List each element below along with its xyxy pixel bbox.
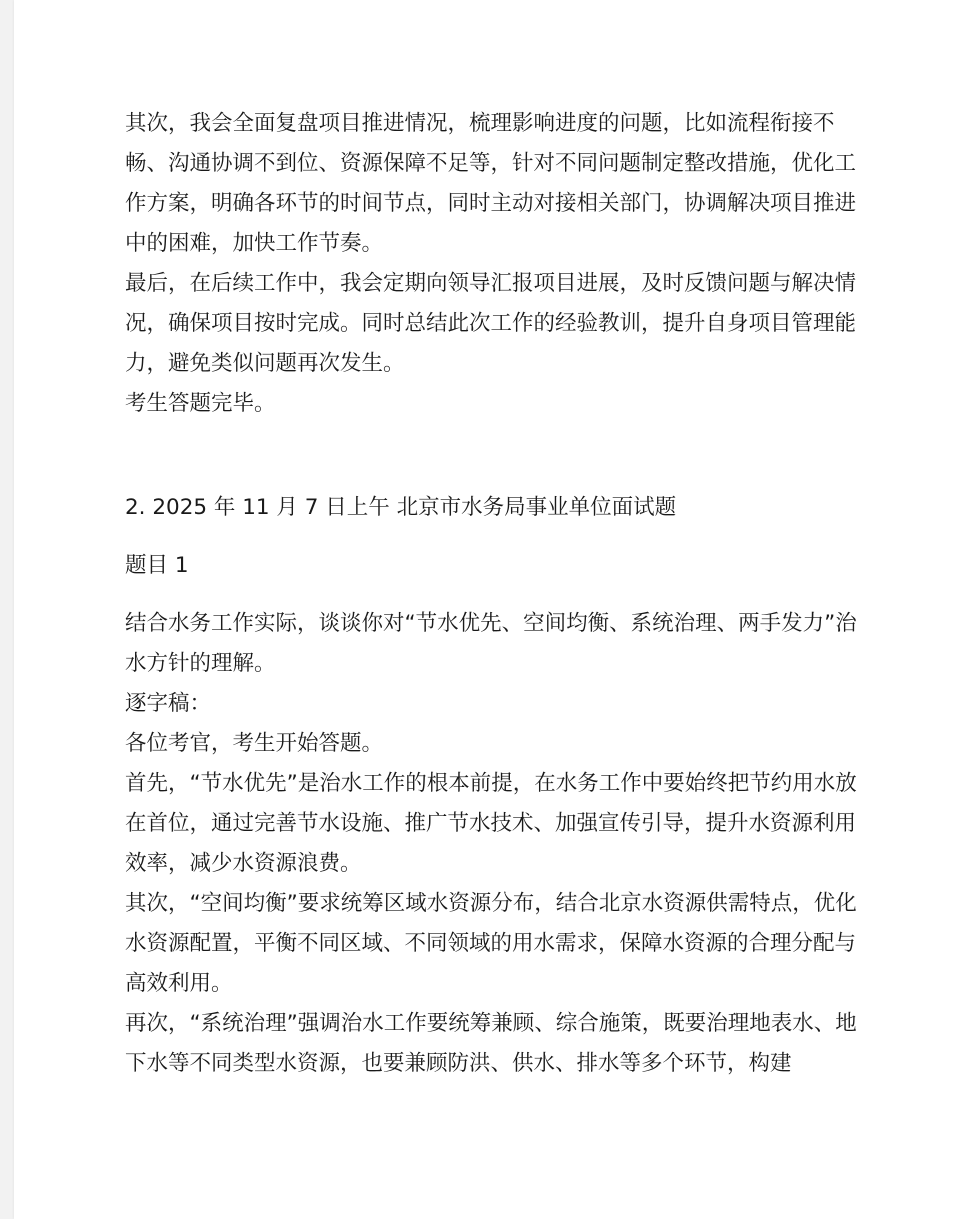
paragraph-final-step: 最后，在后续工作中，我会定期向领导汇报项目进展，及时反馈问题与解决情况，确保项目按时完成。同时总结此次工作的经验教训，提升自身项目管理能力，避免类似问题再次发生。 (125, 271, 857, 376)
paragraph-second-step: 其次，我会全面复盘项目推进情况，梳理影响进度的问题，比如流程衔接不畅、沟通协调不到位、资源保障不足等，针对不同问题制定整改措施，优化工作方案，明确各环节的时间节点，同时主动对接相关部门，协调解决项目推进中的困难，加快工作节奏。 (125, 111, 857, 256)
answer-opening: 各位考官，考生开始答题。 (125, 731, 384, 756)
question-label: 题目 1 (125, 553, 189, 578)
answer-point-2: 其次，“空间均衡”要求统筹区域水资源分布，结合北京水资源供需特点，优化水资源配置，平衡不同区域、不同领域的用水需求，保障水资源的合理分配与高效利用。 (125, 891, 857, 996)
document-page (14, 0, 965, 1219)
answer-ending: 考生答题完毕。 (125, 391, 276, 416)
document-content (125, 104, 865, 1084)
transcript-label: 逐字稿： (125, 691, 212, 716)
spacer (125, 586, 865, 604)
section-spacer (125, 424, 865, 488)
answer-point-1: 首先，“节水优先”是治水工作的根本前提，在水务工作中要始终把节约用水放在首位，通过完善节水设施、推广节水技术、加强宣传引导，提升水资源利用效率，减少水资源浪费。 (125, 771, 857, 876)
question-text: 结合水务工作实际，谈谈你对“节水优先、空间均衡、系统治理、两手发力”治水方针的理解。 (125, 611, 857, 676)
answer-point-3: 再次，“系统治理”强调治水工作要统筹兼顾、综合施策，既要治理地表水、地下水等不同类型水资源，也要兼顾防洪、供水、排水等多个环节，构建 (125, 1011, 857, 1076)
spacer (125, 528, 865, 546)
section-title: 2. 2025 年 11 月 7 日上午 北京市水务局事业单位面试题 (125, 495, 677, 520)
